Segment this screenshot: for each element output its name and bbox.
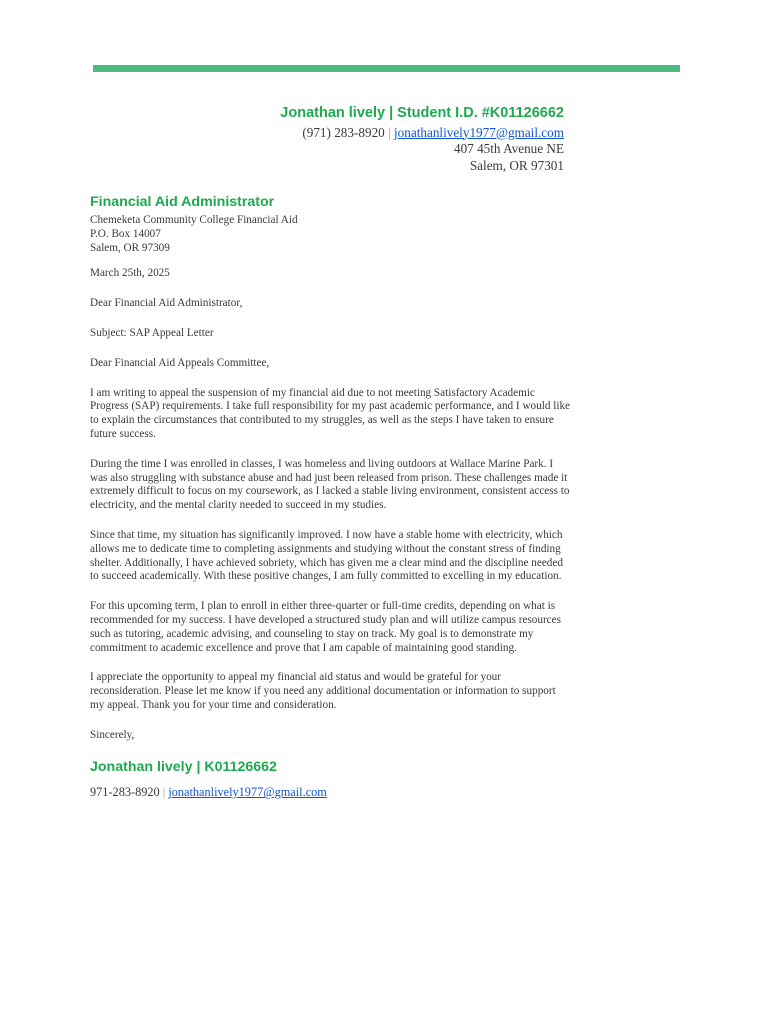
- letter-date: March 25th, 2025: [90, 267, 170, 280]
- signature-email-link[interactable]: jonathanlively1977@gmail.com: [168, 785, 327, 800]
- separator: |: [388, 124, 391, 140]
- letter-subject: Subject: SAP Appeal Letter: [90, 326, 214, 339]
- separator: |: [162, 785, 166, 800]
- recipient-address: [90, 214, 570, 255]
- letter-salutation: Dear Financial Aid Administrator,: [90, 297, 243, 310]
- sender-street: 407 45th Avenue NE: [454, 141, 564, 156]
- sender-phone: (971) 283-8920: [302, 124, 385, 140]
- letter-paragraph: I am writing to appeal the suspension of my financial aid due to not meeting Satisfactory Academic Progress (SAP) requirements. I take full responsibility for my past academic performance, and I would like to explain the circumstances that contributed to my struggles, as well as the steps I have taken to ensure future success.: [90, 386, 570, 440]
- letter-body: [90, 194, 570, 800]
- recipient-title: Financial Aid Administrator: [90, 194, 275, 210]
- recipient-po-box: P.O. Box 14007: [90, 227, 161, 240]
- sender-email-link[interactable]: jonathanlively1977@gmail.com: [394, 124, 564, 140]
- letter-paragraph: For this upcoming term, I plan to enroll in either three-quarter or full-time credits, depending on what is recommended for my success. I have developed a structured study plan and will utilize campus resources such as tutoring, academic advising, and counseling to stay on track. My goal is to demonstrate my commitment to academic excellence and prove that I am capable of maintaining good standing.: [90, 600, 561, 654]
- sender-header: [280, 105, 564, 174]
- letter-salutation-committee: Dear Financial Aid Appeals Committee,: [90, 356, 270, 369]
- letter-closing: Sincerely,: [90, 728, 135, 741]
- recipient-city: Salem, OR 97309: [90, 241, 170, 254]
- signature-phone: 971-283-8920: [90, 785, 160, 800]
- letter-paragraph: Since that time, my situation has significantly improved. I now have a stable home with electricity, which allows me to dedicate time to completing assignments and studying without the constant stress of finding shelter. Additionally, I have achieved sobriety, which has given me a clear mind and the discipline needed to succeed academically. With these positive changes, I am fully committed to excelling in my education.: [90, 528, 563, 583]
- signature-contact-line: [90, 786, 570, 800]
- sender-contact-line: [280, 125, 564, 142]
- recipient-org: Chemeketa Community College Financial Aid: [90, 214, 298, 226]
- sender-name: Jonathan lively | Student I.D. #K01126662: [280, 105, 564, 121]
- header-accent-bar: [93, 65, 680, 72]
- sender-city: Salem, OR 97301: [469, 157, 564, 173]
- letter-paragraph: During the time I was enrolled in classes, I was homeless and living outdoors at Wallace Marine Park. I was also struggling with substance abuse and had just been released from prison. These challenges made it extremely difficult to focus on my coursework, as I lacked a stable living environment, consistent access to electricity, and the mental clarity needed to succeed in my studies.: [90, 457, 570, 512]
- letter-paragraph: I appreciate the opportunity to appeal my financial aid status and would be grateful for your reconsideration. Please let me know if you need any additional documentation or information to support my appeal. Thank you for your time and consideration.: [90, 671, 556, 711]
- signature-name: Jonathan lively | K01126662: [90, 758, 277, 775]
